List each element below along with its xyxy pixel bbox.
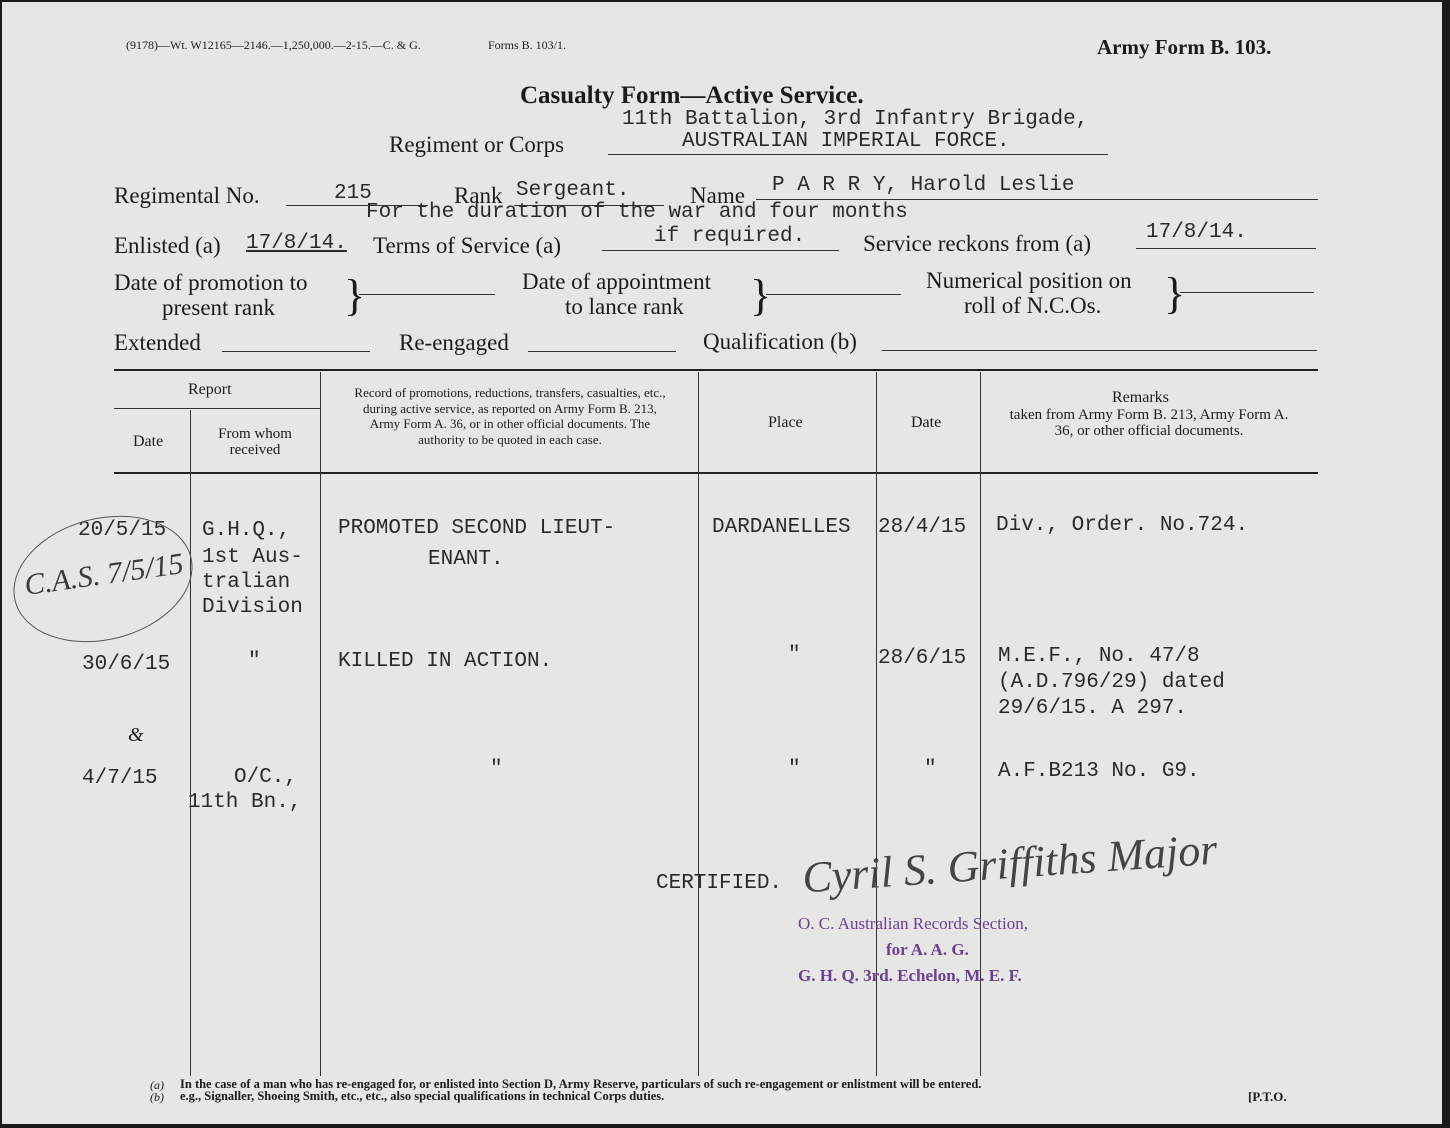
name-line xyxy=(756,199,1318,200)
row2-from: " xyxy=(248,650,261,673)
extended-label: Extended xyxy=(114,330,201,355)
regiment-value: AUSTRALIAN IMPERIAL FORCE. xyxy=(682,130,1010,153)
row2-date2: 28/6/15 xyxy=(878,647,967,670)
terms-value-line1: For the duration of the war and four months xyxy=(366,201,908,224)
unit-value: 11th Battalion, 3rd Infantry Brigade, xyxy=(622,108,1089,131)
row3-record: " xyxy=(490,758,503,781)
footnote-b-text: e.g., Signaller, Shoeing Smith, etc., etc., also special qualifications in technical Corps duties. xyxy=(180,1089,665,1103)
row1-date: 20/5/15 xyxy=(78,519,167,542)
row1-remarks: Div., Order. No.724. xyxy=(996,514,1249,537)
numerical-label-1: Numerical position on xyxy=(926,268,1132,293)
reengaged-label: Re-engaged xyxy=(399,330,509,355)
stamp-line-3: G. H. Q. 3rd. Echelon, M. E. F. xyxy=(798,966,1022,985)
reckons-value: 17/8/14. xyxy=(1146,221,1247,244)
annotation-initials: C.A.S. 7/5/15 xyxy=(22,547,186,602)
signature: Cyril S. Griffiths Major xyxy=(800,824,1219,903)
appointment-label-2: to lance rank xyxy=(565,294,684,319)
qualification-line xyxy=(882,350,1317,351)
appointment-line xyxy=(766,294,901,295)
footnote-a-mark: (a) xyxy=(150,1078,164,1092)
row1-from-l1: G.H.Q., xyxy=(202,519,291,542)
footnote-b-mark: (b) xyxy=(150,1090,164,1104)
terms-label: Terms of Service (a) xyxy=(373,233,562,258)
casualty-form xyxy=(2,2,1442,1124)
numerical-label-2: roll of N.C.Os. xyxy=(964,293,1102,318)
row2-remarks-l1: M.E.F., No. 47/8 xyxy=(998,645,1200,668)
row3-date2: " xyxy=(924,758,937,781)
row3-from-l1: O/C., xyxy=(234,766,298,789)
promotion-label-1: Date of promotion to xyxy=(114,270,308,295)
footnote-a-text: In the case of a man who has re-engaged for, or enlisted into Section D, Army Reserve, particulars of such re-engagement or enlistment will be entered. xyxy=(180,1077,982,1091)
extended-line xyxy=(222,351,370,352)
report-subrule xyxy=(114,408,320,409)
rank-label: Rank xyxy=(454,183,503,208)
regimental-no-value: 215 xyxy=(334,182,372,205)
row3-place: " xyxy=(788,758,801,781)
terms-line xyxy=(602,250,839,251)
pto-note: [P.T.O. xyxy=(1248,1089,1287,1104)
promotion-brace: } xyxy=(344,271,366,320)
stamp-line-2: for A. A. G. xyxy=(886,940,969,959)
table-top-rule xyxy=(114,369,1318,371)
row1-from-l2: 1st Aus- xyxy=(202,546,303,569)
row3-remarks: A.F.B213 No. G9. xyxy=(998,760,1200,783)
row1-record-l2: ENANT. xyxy=(428,548,504,571)
row3-from-l2: 11th Bn., xyxy=(188,791,302,814)
stamp-line-1: O. C. Australian Records Section, xyxy=(798,914,1028,933)
remarks-header-text: taken from Army Form B. 213, Army Form A. 36, or other official documents. xyxy=(1009,407,1289,439)
reckons-line xyxy=(1136,248,1316,249)
row2-place: " xyxy=(788,644,801,667)
table-header-rule xyxy=(114,472,1318,474)
col-divider-2 xyxy=(320,372,321,1076)
record-header: Record of promotions, reductions, transfers, casualties, etc., during active service, as reported on Army Form B. 213, Army Form A. 36, or in other official documents. The authority to be quoted in each case. xyxy=(354,385,666,447)
row1-date2: 28/4/15 xyxy=(878,516,967,539)
date-header: Date xyxy=(133,433,164,450)
form-id: Army Form B. 103. xyxy=(1097,35,1272,59)
name-label: Name xyxy=(690,183,745,208)
print-code: (9178)—Wt. W12165—2146.—1,250,000.—2-15.—C. & G. xyxy=(126,38,421,52)
place-header: Place xyxy=(768,414,803,431)
form-title: Casualty Form—Active Service. xyxy=(520,82,864,109)
numerical-brace: } xyxy=(1164,269,1186,318)
forms-reference: Forms B. 103/1. xyxy=(488,38,567,52)
row2-record: KILLED IN ACTION. xyxy=(338,650,553,673)
enlisted-value: 17/8/14. xyxy=(246,232,347,255)
col-divider-3 xyxy=(698,372,699,1076)
row1-from-l3: tralian xyxy=(202,571,291,594)
reengaged-line xyxy=(528,351,676,352)
promotion-label-2: present rank xyxy=(162,295,276,320)
row3-date: 4/7/15 xyxy=(82,767,158,790)
name-value: P A R R Y, Harold Leslie xyxy=(772,174,1075,197)
appointment-brace: } xyxy=(750,271,772,320)
rank-value: Sergeant. xyxy=(516,179,630,202)
row2-remarks-l3: 29/6/15. A 297. xyxy=(998,697,1188,720)
row1-record-l1: PROMOTED SECOND LIEUT- xyxy=(338,517,616,540)
from-whom-header: From whom received xyxy=(218,426,292,458)
terms-value: if required. xyxy=(654,225,806,248)
remarks-header-title: Remarks xyxy=(1112,389,1169,406)
regiment-label: Regiment or Corps xyxy=(389,132,565,157)
row1-place: DARDANELLES xyxy=(712,516,851,539)
col-divider-1 xyxy=(190,410,191,1076)
certified-label: CERTIFIED. xyxy=(656,872,783,895)
promotion-line xyxy=(359,294,495,295)
regiment-line xyxy=(608,154,1108,155)
reckons-label: Service reckons from (a) xyxy=(863,231,1091,256)
row2-date: 30/6/15 xyxy=(82,653,171,676)
qualification-label: Qualification (b) xyxy=(703,329,857,354)
enlisted-label: Enlisted (a) xyxy=(114,233,221,258)
date2-header: Date xyxy=(911,414,942,431)
row3-ampersand: & xyxy=(128,724,144,746)
row1-from-l4: Division xyxy=(202,596,303,619)
appointment-label-1: Date of appointment xyxy=(522,269,712,294)
report-header: Report xyxy=(188,381,232,398)
row2-remarks-l2: (A.D.796/29) dated xyxy=(998,671,1225,694)
numerical-line xyxy=(1180,292,1314,293)
regimental-no-label: Regimental No. xyxy=(114,183,260,208)
